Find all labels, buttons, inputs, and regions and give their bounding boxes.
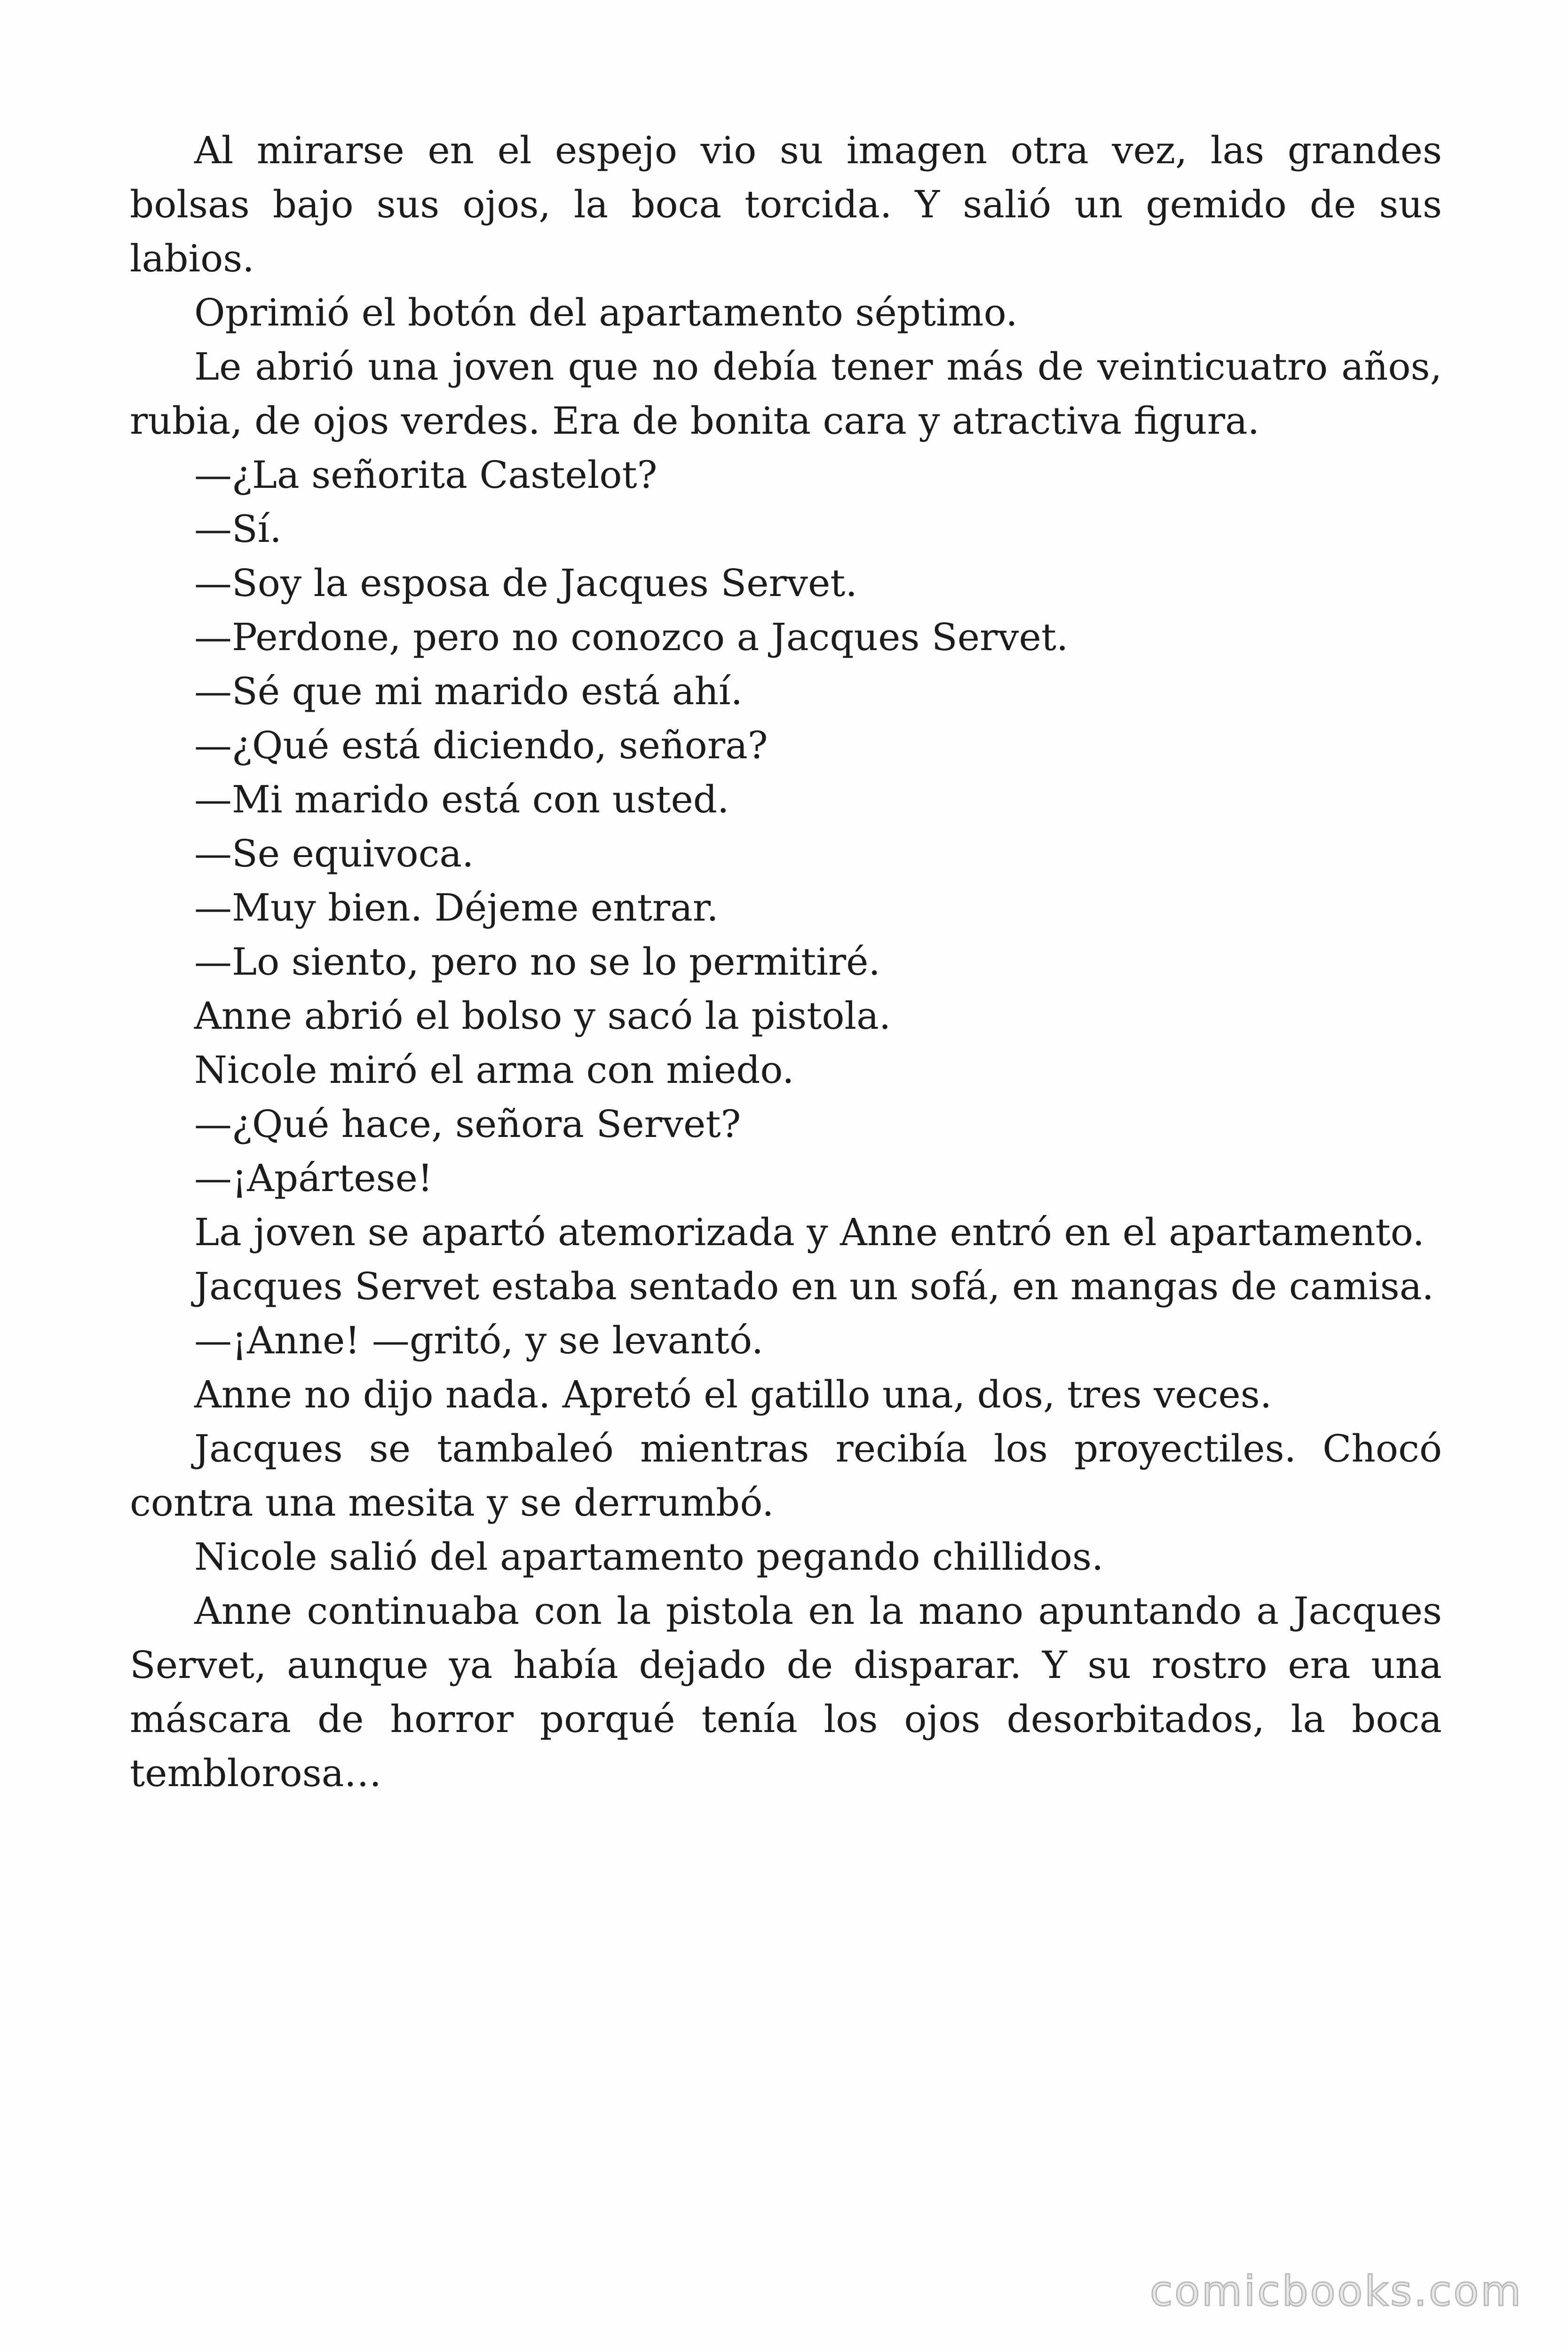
paragraph-14: Anne abrió el bolso y sacó la pistola. <box>194 994 891 1038</box>
paragraph-4: —¿La señorita Castelot? <box>194 453 657 497</box>
paragraph-10: —Mi marido está con usted. <box>194 778 729 821</box>
paragraph-24: Anne continuaba con la pistola en la mano apuntando a Jacques Servet, aunque ya había dejado de disparar. Y su rostro era una máscara de horror porqué tenía los ojos desorbitados, la boca temblorosa… <box>130 1589 1442 1795</box>
paragraph-18: La joven se apartó atemorizada y Anne entró en el apartamento. <box>194 1210 1425 1254</box>
paragraph-7: —Perdone, pero no conozco a Jacques Servet. <box>194 615 1069 659</box>
paragraph-20: —¡Anne! —gritó, y se levantó. <box>194 1319 764 1362</box>
paragraph-12: —Muy bien. Déjeme entrar. <box>194 886 719 930</box>
paragraph-16: —¿Qué hace, señora Servet? <box>194 1102 741 1146</box>
paragraph-17: —¡Apártese! <box>194 1156 433 1200</box>
paragraph-1: Al mirarse en el espejo vio su imagen otra vez, las grandes bolsas bajo sus ojos, la boca torcida. Y salió un gemido de sus labios. <box>130 128 1442 280</box>
paragraph-13: —Lo siento, pero no se lo permitiré. <box>194 940 880 984</box>
paragraph-6: —Soy la esposa de Jacques Servet. <box>194 561 857 605</box>
watermark: comicbooks.com <box>1149 2267 1523 2315</box>
paragraph-11: —Se equivoca. <box>194 832 474 875</box>
paragraph-5: —Sí. <box>194 507 282 551</box>
paragraph-21: Anne no dijo nada. Apretó el gatillo una, dos, tres veces. <box>194 1373 1272 1416</box>
paragraph-8: —Sé que mi marido está ahí. <box>194 669 743 713</box>
paragraph-3: Le abrió una joven que no debía tener más de veinticuatro años, rubia, de ojos verdes. Era de bonita cara y atractiva figura. <box>130 345 1442 443</box>
paragraph-2: Oprimió el botón del apartamento séptimo. <box>194 291 1018 334</box>
paragraph-23: Nicole salió del apartamento pegando chillidos. <box>194 1535 1104 1579</box>
paragraph-15: Nicole miró el arma con miedo. <box>194 1048 794 1092</box>
paragraph-9: —¿Qué está diciendo, señora? <box>194 723 768 767</box>
body-text <box>130 123 1442 1800</box>
paragraph-19: Jacques Servet estaba sentado en un sofá, en mangas de camisa. <box>194 1264 1434 1308</box>
paragraph-22: Jacques se tambaleó mientras recibía los proyectiles. Chocó contra una mesita y se derrumbó. <box>130 1427 1442 1525</box>
